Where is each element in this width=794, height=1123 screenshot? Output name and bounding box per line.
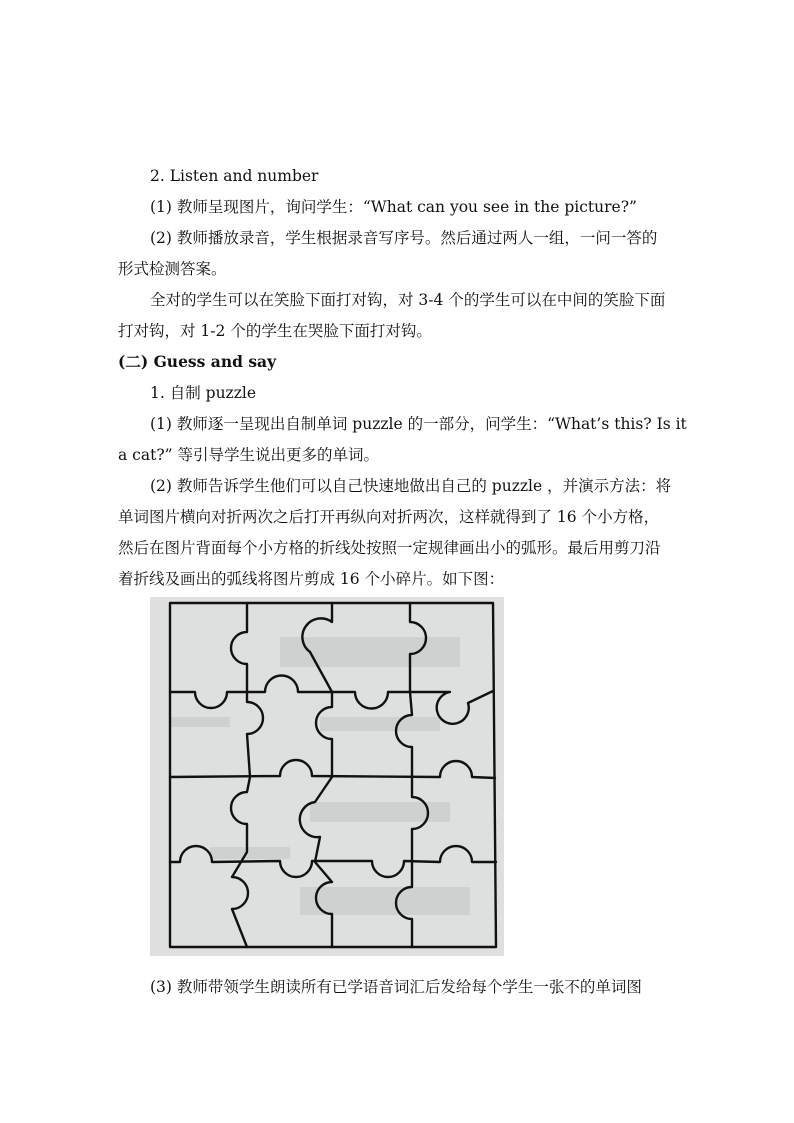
paragraph-line: (2) 教师告诉学生他们可以自己快速地做出自己的 puzzle ，并演示方法：将: [150, 477, 672, 495]
paragraph-line: (1) 教师呈现图片，询问学生：“What can you see in the picture?”: [150, 198, 637, 216]
paragraph-line: 单词图片横向对折两次之后打开再纵向对折两次，这样就得到了 16 个小方格，: [118, 508, 660, 526]
subheading-puzzle: 1. 自制 puzzle: [150, 384, 257, 402]
paragraph-line: 然后在图片背面每个小方格的折线处按照一定规律画出小的弧形。最后用剪刀沿: [118, 539, 661, 557]
section-heading-guess-and-say: (二) Guess and say: [118, 352, 277, 371]
paragraph-line: 形式检测答案。: [118, 260, 227, 278]
paragraph-line: (3) 教师带领学生朗读所有已学语音词汇后发给每个学生一张不的单词图: [150, 978, 642, 996]
paragraph-line: a cat?” 等引导学生说出更多的单词。: [118, 446, 379, 464]
puzzle-figure: [150, 597, 504, 956]
paragraph-line: (1) 教师逐一呈现出自制单词 puzzle 的一部分，问学生：“What’s this? Is it: [150, 415, 687, 433]
paragraph-line: 全对的学生可以在笑脸下面打对钩，对 3-4 个的学生可以在中间的笑脸下面: [150, 291, 666, 309]
section-heading-listen-and-number: 2. Listen and number: [150, 167, 319, 185]
paragraph-line: 着折线及画出的弧线将图片剪成 16 个小碎片。如下图：: [118, 570, 505, 588]
paragraph-line: 打对钩，对 1-2 个的学生在哭脸下面打对钩。: [118, 322, 432, 340]
paragraph-line: (2) 教师播放录音，学生根据录音写序号。然后通过两人一组，一问一答的: [150, 229, 658, 247]
